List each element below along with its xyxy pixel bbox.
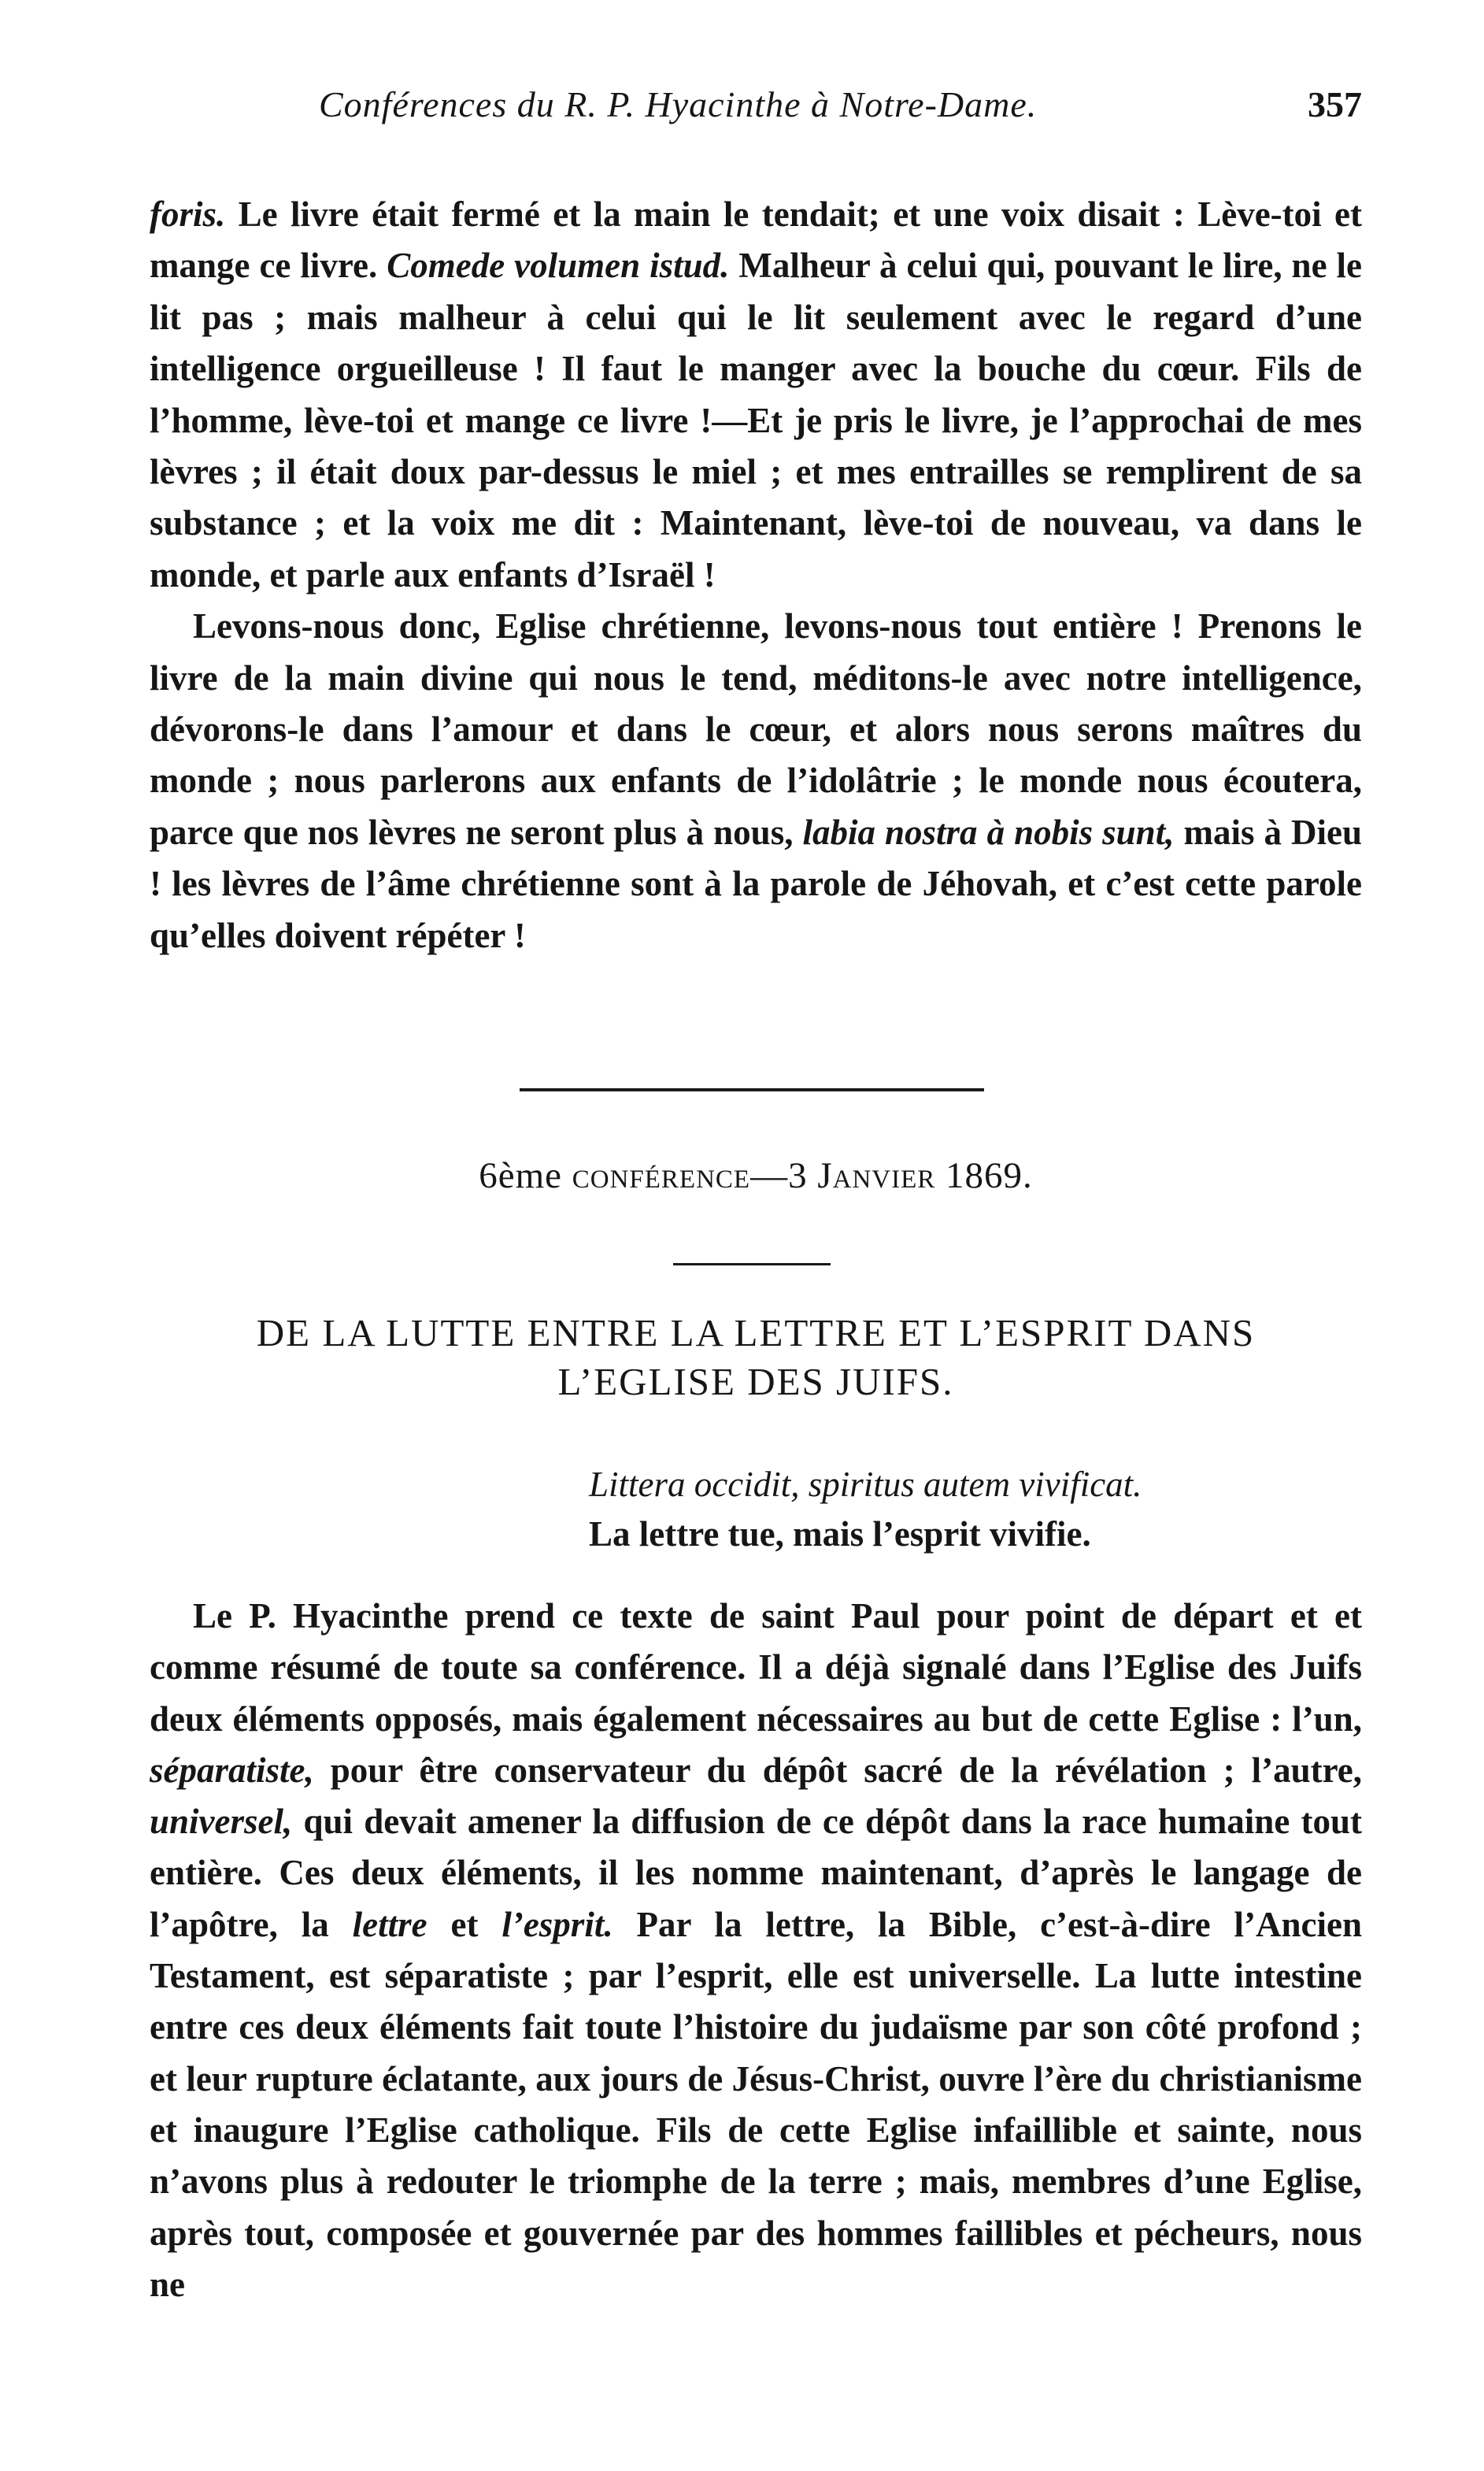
latin-quote: labia nostra à nobis sunt, <box>802 812 1175 852</box>
short-divider <box>673 1263 831 1265</box>
text-run: Par la lettre, la Bible, c’est-à-dire l’Ancien Testament, est séparatiste ; par l’esprit, elle est universelle. La lutte intestine entre ces deux éléments fait toute l’histoire du judaïsme par son côté profond ; et leur rupture éclatante, aux jours de Jésus-Christ, ouvre l’ère du christianisme et inaugure l’Eglise catholique. Fils de cette Eglise infaillible et sainte, nous n’avons plus à redouter le triomphe de la terre ; mais, membres d’une Eglise, après tout, composée et gouvernée par des hommes faillibles et pécheurs, nous ne <box>150 1904 1362 2304</box>
paragraph <box>150 1591 1362 2310</box>
italic-term: l’esprit. <box>501 1904 613 1944</box>
conference-month: Janvier <box>817 1155 936 1196</box>
running-head <box>150 83 1362 131</box>
latin-quote: Comede volumen istud. <box>387 246 730 286</box>
text-run: qui devait amener la diffusion de ce dépôt dans la race humaine tout entière. Ces deux éléments, il les nomme maintenant, d’après le langage de l’apôtre, la <box>150 1802 1362 1944</box>
chapter-title-line: L’EGLISE DES JUIFS. <box>557 1360 954 1403</box>
conference-year: 1869. <box>935 1155 1033 1196</box>
text-run: Le P. Hyacinthe prend ce texte de saint Paul pour point de départ et et comme résumé de toute sa conférence. Il a déjà signalé dans l’Eglise des Juifs deux éléments opposés, mais également nécessaires au but de cette Eglise : l’un, <box>150 1596 1362 1739</box>
book-page <box>150 0 1362 2471</box>
summary-text-block <box>150 1591 1362 2310</box>
italic-term: séparatiste, <box>150 1750 314 1790</box>
text-run: et <box>427 1904 502 1944</box>
text-run: mais à Dieu ! les lèvres de l’âme chrétienne sont à la parole de Jéhovah, et c’est cette parole qu’elles doivent répéter ! <box>150 812 1363 955</box>
epigraph-latin: Littera occidit, spiritus autem vivificat. <box>589 1465 1142 1504</box>
text-run: pour être conservateur du dépôt sacré de la révélation ; l’autre, <box>313 1750 1362 1790</box>
conference-ordinal: 6ème <box>479 1155 572 1196</box>
text-run: Levons-nous donc, Eglise chrétienne, levons-nous tout entière ! Prenons le livre de la main divine qui nous le tend, méditons-le avec notre intelligence, dévorons-le dans l’amour et dans le cœur, et alors nous serons maîtres du monde ; nous parlerons aux enfants de l’idolâtrie ; le monde nous écoutera, parce que nos lèvres ne seront plus à nous, <box>150 606 1362 852</box>
chapter-title <box>150 1309 1362 1406</box>
italic-term: universel, <box>150 1802 293 1842</box>
section-divider <box>520 1088 984 1091</box>
conference-heading <box>150 1154 1362 1197</box>
running-head-title: Conférences du R. P. Hyacinthe à Notre-Dame. <box>319 84 1038 124</box>
paragraph-continued <box>150 189 1362 601</box>
chapter-title-line: DE LA LUTTE ENTRE LA LETTRE ET L’ESPRIT DANS <box>256 1311 1256 1354</box>
conference-label: conférence <box>572 1155 751 1196</box>
italic-term: lettre <box>352 1904 427 1944</box>
italic-word: foris. <box>150 194 226 234</box>
continued-text-block <box>150 189 1362 961</box>
conference-separator: —3 <box>750 1155 818 1196</box>
epigraph-french: La lettre tue, mais l’esprit vivifie. <box>589 1514 1091 1554</box>
paragraph <box>150 601 1362 961</box>
page-number: 357 <box>1308 84 1362 124</box>
text-run: Malheur à celui qui, pouvant le lire, ne le lit pas ; mais malheur à celui qui le lit seulement avec le regard d’une intelligence orgueilleuse ! Il faut le manger avec la bouche du cœur. Fils de l’homme, lève-toi et mange ce livre !—Et je pris le livre, je l’approchai de mes lèvres ; il était doux par-dessus le miel ; et mes entrailles se remplirent de sa substance ; et la voix me dit : Maintenant, lève-toi de nouveau, va dans le monde, et parle aux enfants d’Israël ! <box>150 246 1362 595</box>
text-run: Le livre était fermé et la main le tendait; et une voix disait : Lève-toi et mange ce livre. <box>150 194 1362 286</box>
epigraph <box>589 1460 1142 1559</box>
